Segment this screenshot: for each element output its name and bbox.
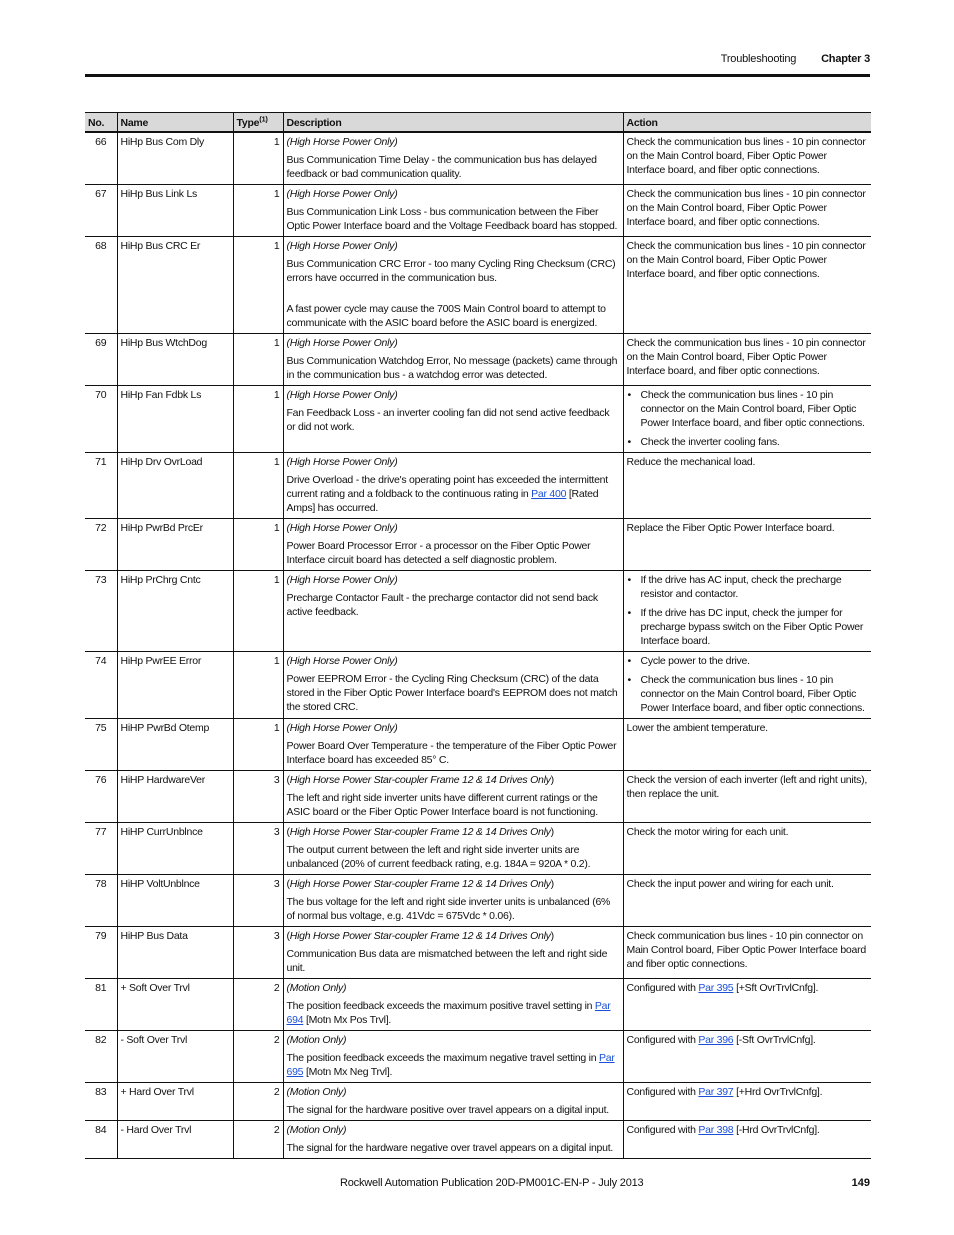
description-paragraph: (Motion Only)	[286, 1086, 347, 1098]
action-list-item: • Check the communication bus lines - 10 pin connector on the Main Control board, Fiber Optic Power Interface board, and fiber optic connections.	[627, 388, 869, 430]
section-title: Troubleshooting	[720, 53, 797, 65]
fault-number: 68	[85, 237, 117, 334]
fault-description	[283, 719, 623, 771]
action-text: [+Hrd OvrTrvlCnfg].	[733, 1086, 823, 1098]
fault-action	[623, 652, 871, 719]
fault-description	[283, 652, 623, 719]
description-paragraph: (High Horse Power Only)	[286, 240, 398, 252]
applicability-note: High Horse Power Star-coupler Frame 12 & 14 Drives Only	[289, 878, 551, 890]
description-paragraph: Precharge Contactor Fault - the precharge contactor did not send back active feedback.	[286, 592, 598, 618]
fault-action	[623, 1121, 871, 1159]
paren-close: )	[550, 930, 554, 942]
description-text: The position feedback exceeds the maximum negative travel setting in	[286, 1052, 600, 1064]
table-row	[85, 979, 871, 1031]
fault-name: HiHp Bus CRC Er	[117, 237, 233, 334]
col-header-name: Name	[117, 113, 233, 133]
table-row	[85, 1121, 871, 1159]
description-text: Drive Overload - the drive's operating point has exceeded the intermittent current rating and a foldback to the continuous rating in	[286, 474, 608, 500]
fault-description	[283, 927, 623, 979]
fault-action: Check the communication bus lines - 10 pin connector on the Main Control board, Fiber Optic Power Interface board, and fiber optic connections.	[623, 237, 871, 334]
col-header-no: No.	[85, 113, 117, 133]
action-text: Configured with	[626, 1086, 699, 1098]
description-paragraph	[287, 1051, 620, 1079]
action-text: Configured with	[626, 982, 699, 994]
description-paragraph: Bus Communication CRC Error - too many Cycling Ring Checksum (CRC) errors have occurred in the communication bus.	[286, 258, 616, 284]
chapter-label: Chapter 3	[821, 53, 870, 65]
fault-type: 1	[233, 237, 283, 334]
table-row	[85, 927, 871, 979]
col-header-action: Action	[623, 113, 871, 133]
description-paragraph: Power Board Over Temperature - the temperature of the Fiber Optic Power Interface board has exceeded 85° C.	[286, 740, 617, 766]
fault-number: 84	[85, 1121, 117, 1159]
action-text: Configured with	[626, 1034, 699, 1046]
fault-description	[283, 237, 623, 334]
description-paragraph: (High Horse Power Only)	[286, 574, 398, 586]
description-paragraph: (Motion Only)	[286, 982, 347, 994]
description-paragraph: (High Horse Power Only)	[286, 522, 398, 534]
fault-number: 71	[85, 453, 117, 519]
fault-name: HiHp Bus WtchDog	[117, 334, 233, 386]
fault-action: Lower the ambient temperature.	[623, 719, 871, 771]
fault-type: 2	[233, 1121, 283, 1159]
action-list	[627, 388, 869, 449]
description-paragraph: Power Board Processor Error - a processor on the Fiber Optic Power Interface circuit board has detected a self diagnostic problem.	[286, 540, 591, 566]
description-paragraph: The output current between the left and right side inverter units are unbalanced (20% of current feedback rating, e.g. 184A = 920A * 0.2).	[286, 844, 591, 870]
fault-type: 1	[233, 519, 283, 571]
fault-type: 3	[233, 823, 283, 875]
fault-number: 69	[85, 334, 117, 386]
description-paragraph: Bus Communication Link Loss - bus communication between the Fiber Optic Power Interface board and the Voltage Feedback board has stopped.	[286, 206, 618, 232]
table-row	[85, 386, 871, 453]
fault-description	[283, 519, 623, 571]
fault-description	[283, 334, 623, 386]
table-row	[85, 652, 871, 719]
fault-number: 72	[85, 519, 117, 571]
action-text: [-Sft OvrTrvlCnfg].	[733, 1034, 816, 1046]
description-paragraph: Communication Bus data are mismatched between the left and right side unit.	[286, 948, 608, 974]
description-paragraph: Bus Communication Watchdog Error, No message (packets) came through in the communication bus - a watchdog error was detected.	[286, 355, 618, 381]
action-list-item: • Check the communication bus lines - 10 pin connector on the Main Control board, Fiber Optic Power Interface board, and fiber optic connections.	[627, 673, 869, 715]
header-rule	[85, 74, 870, 77]
fault-number: 73	[85, 571, 117, 652]
action-text: [-Hrd OvrTrvlCnfg].	[733, 1124, 820, 1136]
action-list	[627, 654, 869, 715]
fault-number: 74	[85, 652, 117, 719]
fault-number: 76	[85, 771, 117, 823]
table-body	[85, 132, 871, 1159]
parameter-link[interactable]: Par 695	[286, 1052, 615, 1078]
fault-description	[283, 132, 623, 185]
fault-description	[283, 1121, 623, 1159]
description-paragraph: The left and right side inverter units have different current ratings or the ASIC board or the Fiber Optic Power Interface board is not functioning.	[286, 792, 598, 818]
fault-action: Reduce the mechanical load.	[623, 453, 871, 519]
fault-name: HiHp PwrBd PrcEr	[117, 519, 233, 571]
paren-open: (	[286, 930, 290, 942]
fault-action	[623, 979, 871, 1031]
table-row	[85, 1083, 871, 1121]
fault-name: + Soft Over Trvl	[117, 979, 233, 1031]
fault-type: 3	[233, 771, 283, 823]
fault-type: 2	[233, 979, 283, 1031]
fault-number: 66	[85, 132, 117, 185]
col-header-description: Description	[283, 113, 623, 133]
fault-action	[623, 1031, 871, 1083]
fault-type: 1	[233, 719, 283, 771]
table-row	[85, 237, 871, 334]
fault-name: HiHp Bus Com Dly	[117, 132, 233, 185]
fault-type: 1	[233, 453, 283, 519]
fault-description	[283, 571, 623, 652]
description-paragraph	[287, 877, 620, 891]
fault-number: 81	[85, 979, 117, 1031]
description-text: [Motn Mx Pos Trvl].	[303, 1014, 392, 1026]
fault-name: HiHP Bus Data	[117, 927, 233, 979]
fault-type: 1	[233, 386, 283, 453]
description-paragraph: Bus Communication Time Delay - the communication bus has delayed feedback or bad communication quality.	[286, 154, 597, 180]
fault-name: HiHP CurrUnblnce	[117, 823, 233, 875]
paren-open: (	[286, 826, 290, 838]
fault-number: 82	[85, 1031, 117, 1083]
fault-name: HiHp PwrEE Error	[117, 652, 233, 719]
fault-action: Check communication bus lines - 10 pin connector on Main Control board, Fiber Optic Power Interface board and fiber optic connections.	[623, 927, 871, 979]
table-row	[85, 719, 871, 771]
fault-description	[283, 823, 623, 875]
fault-name: HiHp PrChrg Cntc	[117, 571, 233, 652]
fault-number: 67	[85, 185, 117, 237]
fault-action: Check the communication bus lines - 10 pin connector on the Main Control board, Fiber Optic Power Interface board, and fiber optic connections.	[623, 185, 871, 237]
fault-type: 1	[233, 185, 283, 237]
fault-type: 2	[233, 1083, 283, 1121]
description-text: The position feedback exceeds the maximum positive travel setting in	[286, 1000, 595, 1012]
description-paragraph	[287, 929, 620, 943]
description-paragraph: (Motion Only)	[286, 1124, 347, 1136]
fault-number: 75	[85, 719, 117, 771]
paren-close: )	[550, 878, 554, 890]
description-paragraph	[287, 473, 620, 515]
parameter-link[interactable]: Par 400	[531, 488, 567, 500]
paren-close: )	[550, 774, 554, 786]
fault-number: 70	[85, 386, 117, 453]
description-paragraph: (High Horse Power Only)	[286, 456, 398, 468]
applicability-note: High Horse Power Star-coupler Frame 12 & 14 Drives Only	[289, 930, 551, 942]
fault-name: HiHp Fan Fdbk Ls	[117, 386, 233, 453]
table-row	[85, 185, 871, 237]
fault-action: Check the version of each inverter (left and right units), then replace the unit.	[623, 771, 871, 823]
parameter-link[interactable]: Par 396	[698, 1034, 734, 1046]
applicability-note: High Horse Power Star-coupler Frame 12 & 14 Drives Only	[289, 774, 551, 786]
description-paragraph: (Motion Only)	[286, 1034, 347, 1046]
description-paragraph: (High Horse Power Only)	[286, 136, 398, 148]
fault-number: 83	[85, 1083, 117, 1121]
fault-description	[283, 875, 623, 927]
fault-action	[623, 386, 871, 453]
fault-action: Check the motor wiring for each unit.	[623, 823, 871, 875]
action-list-item: • Check the inverter cooling fans.	[627, 435, 869, 449]
fault-description	[283, 185, 623, 237]
fault-number: 78	[85, 875, 117, 927]
description-paragraph	[287, 773, 620, 787]
fault-type: 3	[233, 927, 283, 979]
fault-name: HiHP PwrBd Otemp	[117, 719, 233, 771]
table-row	[85, 823, 871, 875]
table-row	[85, 132, 871, 185]
fault-table	[85, 112, 871, 1159]
fault-action: Replace the Fiber Optic Power Interface board.	[623, 519, 871, 571]
description-paragraph: (High Horse Power Only)	[286, 655, 398, 667]
description-paragraph: (High Horse Power Only)	[286, 389, 398, 401]
col-header-type-label: Type	[236, 117, 260, 129]
paren-open: (	[286, 774, 290, 786]
fault-name: HiHP VoltUnblnce	[117, 875, 233, 927]
paren-open: (	[286, 878, 290, 890]
table-row	[85, 875, 871, 927]
action-list-item: • If the drive has AC input, check the precharge resistor and contactor.	[627, 573, 869, 601]
fault-description	[283, 1083, 623, 1121]
page-number: 149	[851, 1177, 870, 1189]
description-paragraph	[287, 825, 620, 839]
action-list-item: • Cycle power to the drive.	[627, 654, 869, 668]
action-text: Configured with	[626, 1124, 699, 1136]
fault-type: 1	[233, 571, 283, 652]
description-paragraph: The signal for the hardware negative over travel appears on a digital input.	[286, 1142, 614, 1154]
fault-name: HiHp Drv OvrLoad	[117, 453, 233, 519]
table-row	[85, 519, 871, 571]
fault-type: 3	[233, 875, 283, 927]
description-paragraph: The bus voltage for the left and right side inverter units is unbalanced (6% of normal bus voltage, e.g. 41Vdc = 675Vdc * 0.06).	[286, 896, 611, 922]
parameter-link[interactable]: Par 397	[698, 1086, 734, 1098]
table-row	[85, 1031, 871, 1083]
description-paragraph: The signal for the hardware positive over travel appears on a digital input.	[286, 1104, 609, 1116]
fault-name: HiHp Bus Link Ls	[117, 185, 233, 237]
fault-action	[623, 1083, 871, 1121]
fault-description	[283, 771, 623, 823]
applicability-note: High Horse Power Star-coupler Frame 12 & 14 Drives Only	[289, 826, 551, 838]
description-paragraph	[287, 999, 620, 1027]
description-paragraph: Power EEPROM Error - the Cycling Ring Checksum (CRC) of the data stored in the Fiber Optic Power Interface board's EEPROM does not match the stored CRC.	[286, 673, 618, 713]
fault-name: + Hard Over Trvl	[117, 1083, 233, 1121]
running-header	[721, 53, 870, 65]
paren-close: )	[550, 826, 554, 838]
table-row	[85, 453, 871, 519]
action-text: [+Sft OvrTrvlCnfg].	[733, 982, 819, 994]
fault-name: HiHP HardwareVer	[117, 771, 233, 823]
type-footnote-marker: (1)	[259, 114, 268, 124]
description-paragraph: (High Horse Power Only)	[286, 722, 398, 734]
table-row	[85, 334, 871, 386]
parameter-link[interactable]: Par 398	[698, 1124, 734, 1136]
publication-footer: Rockwell Automation Publication 20D-PM001C-EN-P - July 2013	[340, 1177, 644, 1189]
fault-type: 1	[233, 334, 283, 386]
fault-name: - Hard Over Trvl	[117, 1121, 233, 1159]
col-header-type	[233, 113, 283, 133]
fault-number: 79	[85, 927, 117, 979]
parameter-link[interactable]: Par 395	[698, 982, 734, 994]
description-paragraph: Fan Feedback Loss - an inverter cooling fan did not send active feedback or did not work.	[286, 407, 610, 433]
fault-type: 1	[233, 652, 283, 719]
fault-action: Check the input power and wiring for each unit.	[623, 875, 871, 927]
fault-type: 2	[233, 1031, 283, 1083]
description-paragraph: (High Horse Power Only)	[286, 337, 398, 349]
description-text: [Motn Mx Neg Trvl].	[303, 1066, 393, 1078]
table-row	[85, 571, 871, 652]
fault-description	[283, 979, 623, 1031]
fault-number: 77	[85, 823, 117, 875]
fault-name: - Soft Over Trvl	[117, 1031, 233, 1083]
fault-action: Check the communication bus lines - 10 pin connector on the Main Control board, Fiber Optic Power Interface board, and fiber optic connections.	[623, 132, 871, 185]
fault-description	[283, 386, 623, 453]
description-paragraph: (High Horse Power Only)	[286, 188, 398, 200]
action-list	[627, 573, 869, 648]
fault-description	[283, 453, 623, 519]
fault-description	[283, 1031, 623, 1083]
parameter-link[interactable]: Par 694	[286, 1000, 611, 1026]
fault-action	[623, 571, 871, 652]
action-list-item: • If the drive has DC input, check the jumper for precharge bypass switch on the Fiber Optic Power Interface board.	[627, 606, 869, 648]
table-header-row	[85, 113, 871, 133]
table-row	[85, 771, 871, 823]
description-text: [Rated Amps] has occurred.	[286, 488, 599, 514]
description-paragraph: A fast power cycle may cause the 700S Main Control board to attempt to communicate with the ASIC board before the ASIC board is energized.	[286, 303, 606, 329]
fault-action: Check the communication bus lines - 10 pin connector on the Main Control board, Fiber Optic Power Interface board, and fiber optic connections.	[623, 334, 871, 386]
fault-type: 1	[233, 132, 283, 185]
